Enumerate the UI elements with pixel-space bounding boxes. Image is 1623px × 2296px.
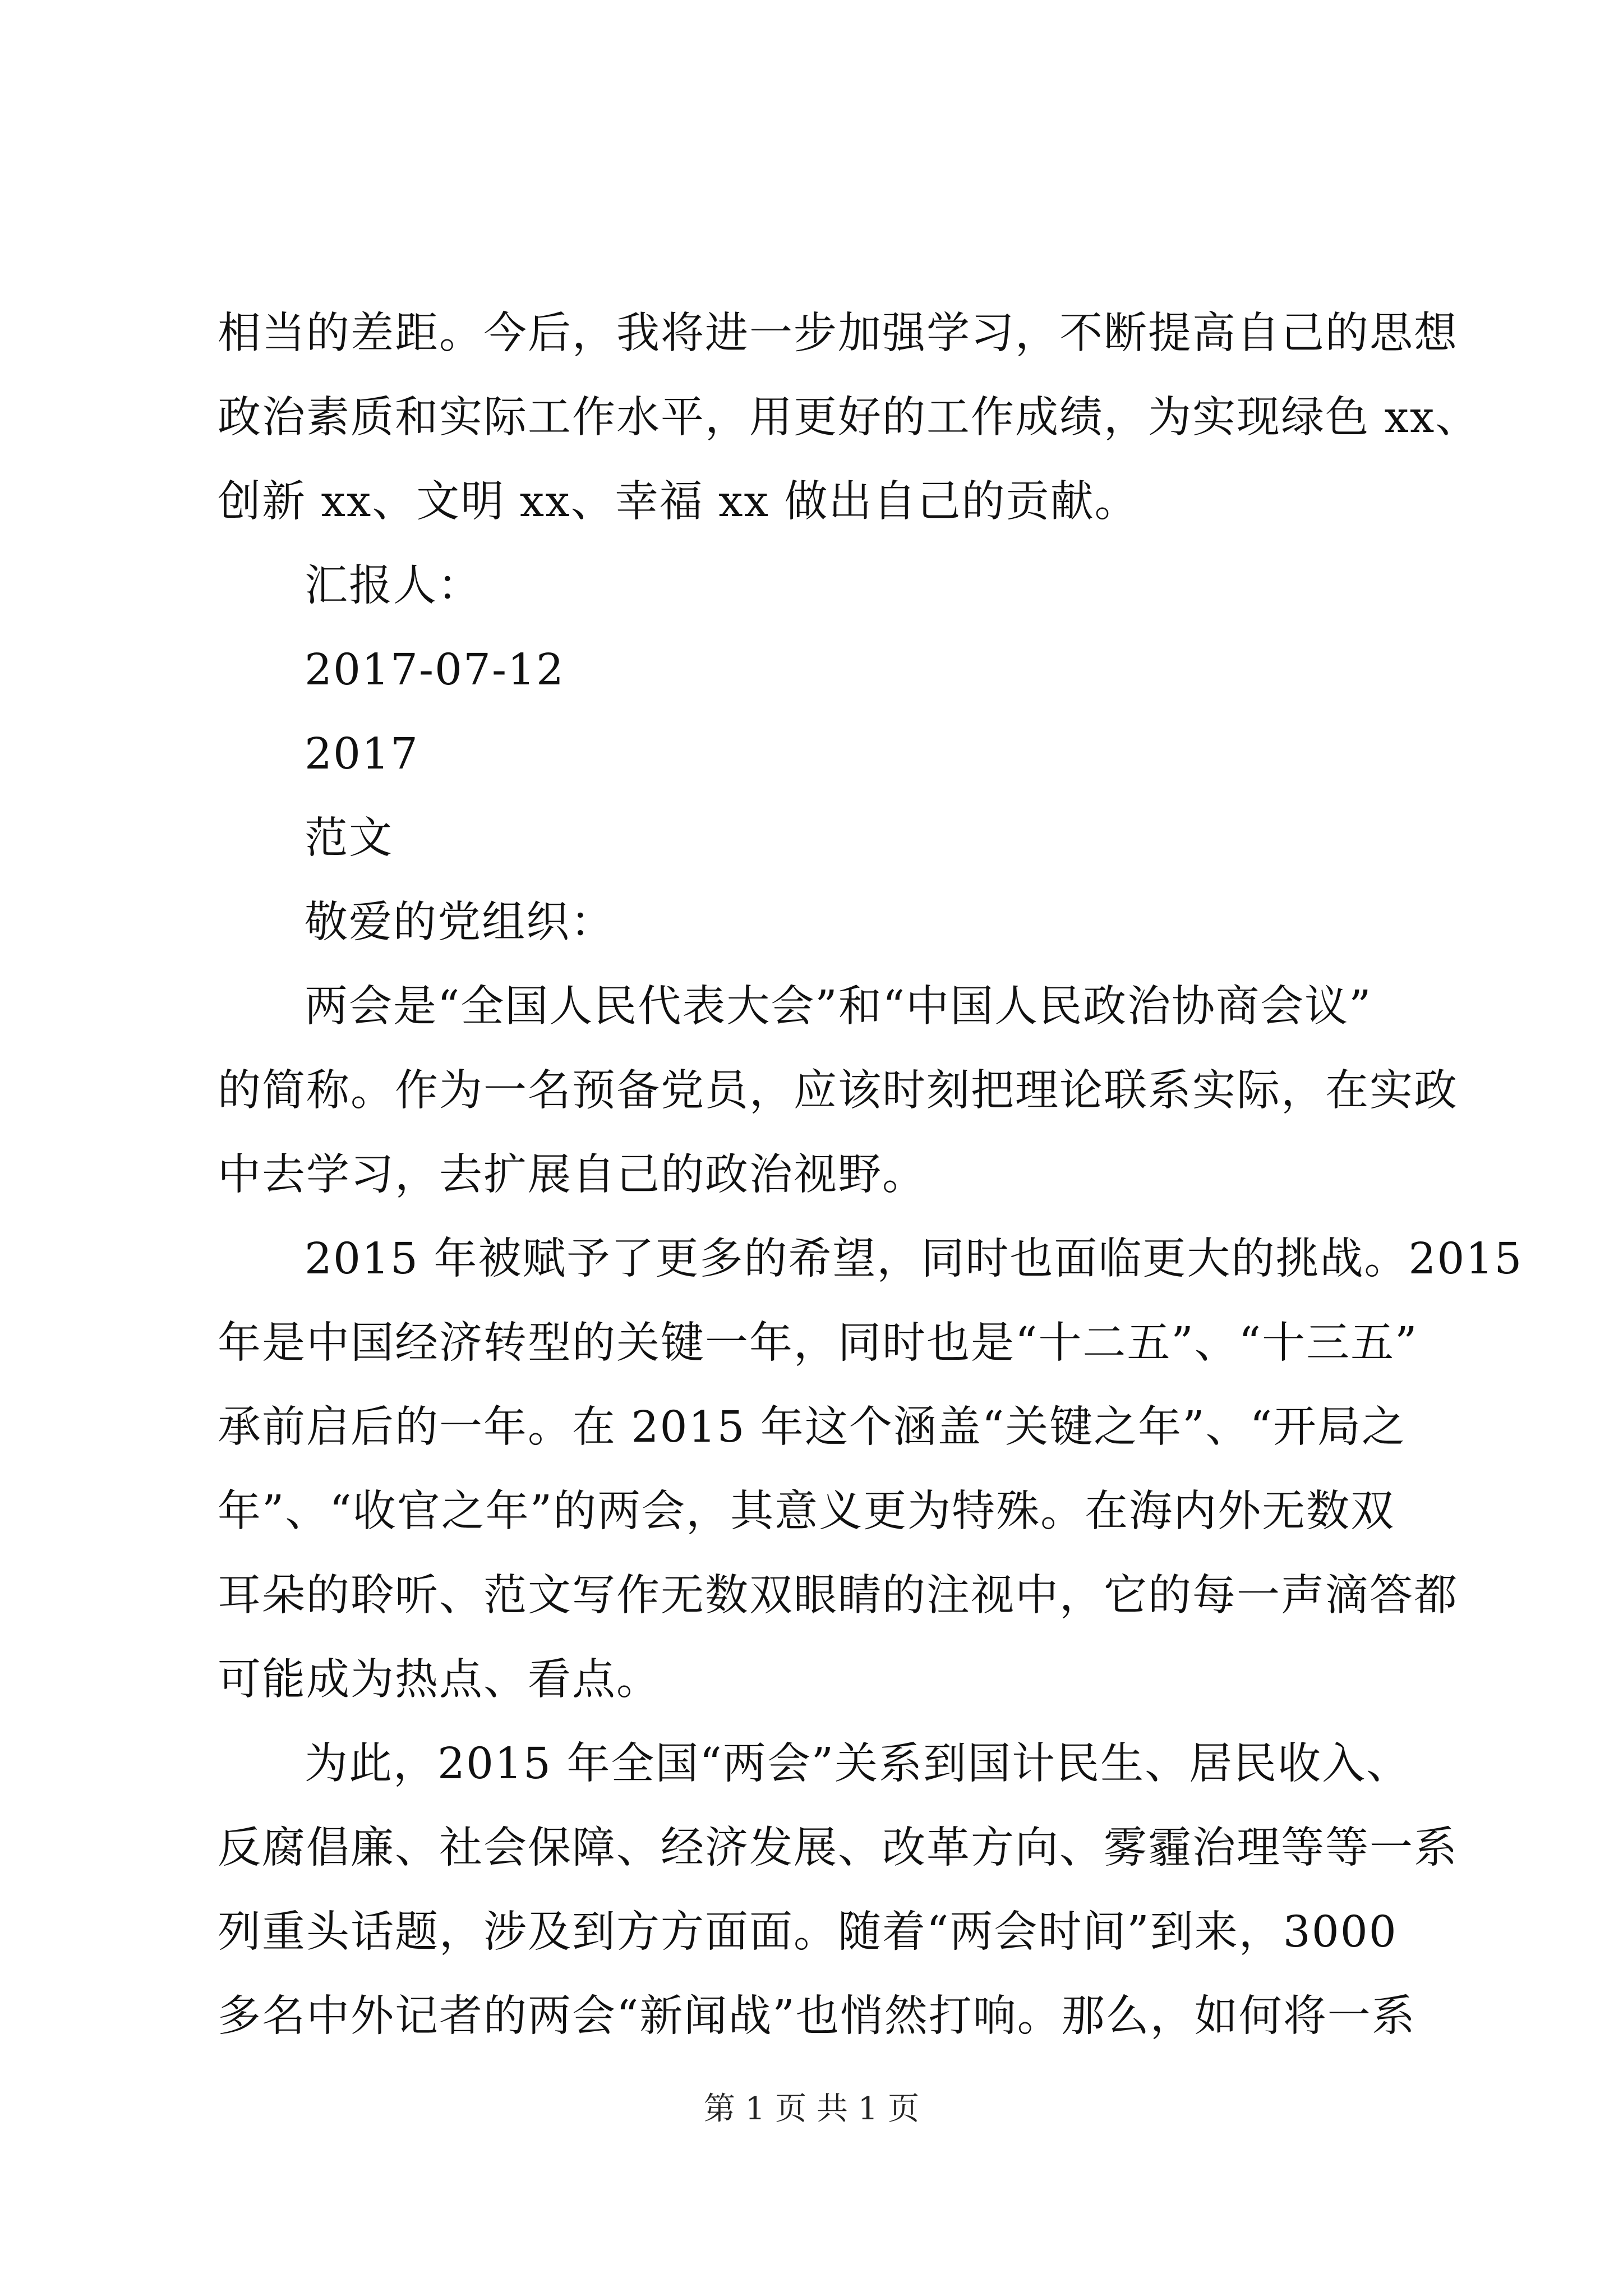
text-line: 相当的差距。今后，我将进一步加强学习，不断提高自己的思想 [218, 309, 1458, 358]
paragraph-line: 耳朵的聆听、范文写作无数双眼睛的注视中，它的每一声滴答都 [218, 1571, 1458, 1621]
text-line: 创新 xx、文明 xx、幸福 xx 做出自己的贡献。 [218, 477, 1139, 527]
report-date: 2017-07-12 [305, 645, 565, 695]
sample-label: 范文 [305, 813, 393, 863]
page-footer: 第 1 页 共 1 页 [703, 2091, 920, 2127]
salutation: 敬爱的党组织： [305, 898, 615, 947]
paragraph-line: 承前启后的一年。在 2015 年这个涵盖“关键之年”、“开局之 [218, 1402, 1407, 1452]
paragraph-line: 的简称。作为一名预备党员，应该时刻把理论联系实际，在实政 [218, 1066, 1458, 1116]
paragraph-line: 年是中国经济转型的关键一年，同时也是“十二五”、“十三五” [218, 1318, 1418, 1368]
paragraph-line: 2015 年被赋予了更多的希望，同时也面临更大的挑战。2015 [305, 1234, 1523, 1284]
paragraph-line: 两会是“全国人民代表大会”和“中国人民政治协商会议” [305, 982, 1372, 1032]
paragraph-line: 多名中外记者的两会“新闻战”也悄然打响。那么，如何将一系 [218, 1991, 1416, 2041]
paragraph-line: 列重头话题，涉及到方方面面。随着“两会时间”到来，3000 [218, 1907, 1398, 1957]
paragraph-line: 年”、“收官之年”的两会，其意义更为特殊。在海内外无数双 [218, 1487, 1395, 1536]
reporter-label: 汇报人： [305, 561, 482, 611]
text-line: 政治素质和实际工作水平，用更好的工作成绩，为实现绿色 xx、 [218, 393, 1480, 443]
paragraph-line: 可能成为热点、看点。 [218, 1655, 661, 1705]
paragraph-line: 反腐倡廉、社会保障、经济发展、改革方向、雾霾治理等等一系 [218, 1823, 1458, 1873]
paragraph-line: 为此，2015 年全国“两会”关系到国计民生、居民收入、 [305, 1739, 1411, 1789]
document-body [218, 292, 1523, 2059]
paragraph-line: 中去学习，去扩展自己的政治视野。 [218, 1150, 926, 1200]
year-label: 2017 [305, 729, 419, 779]
